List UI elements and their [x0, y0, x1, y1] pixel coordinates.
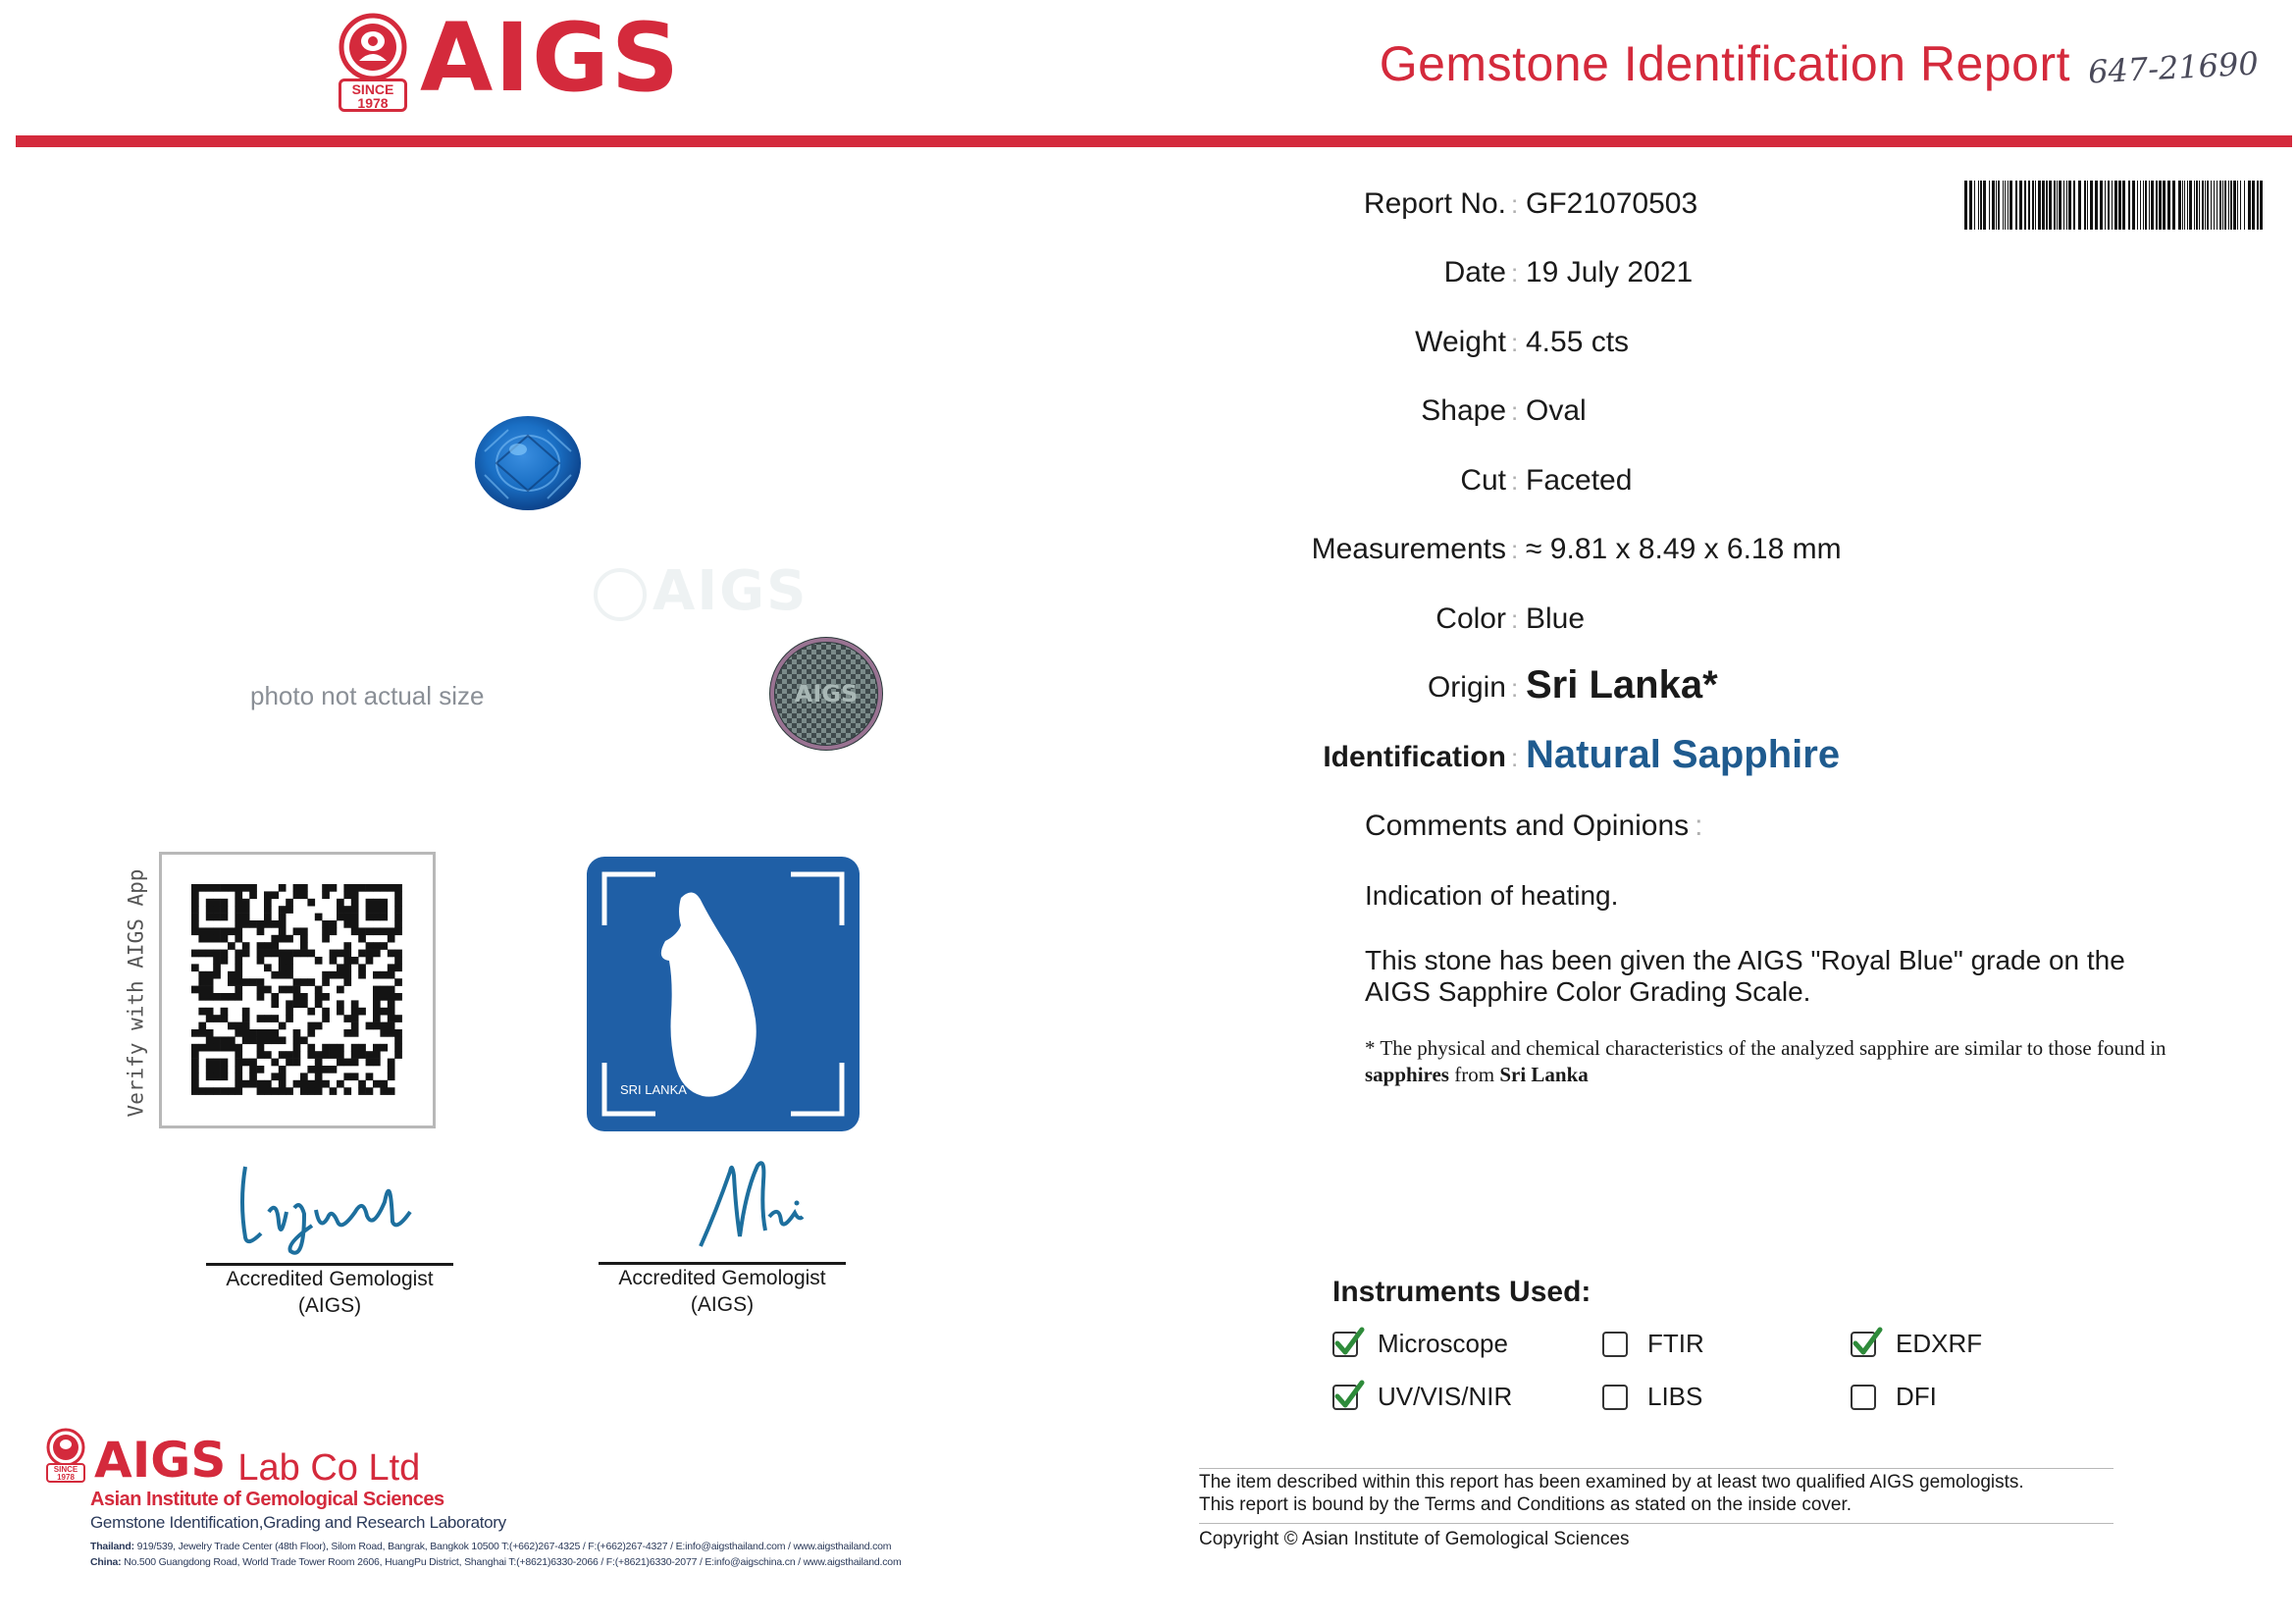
watermark-text: AIGS: [652, 559, 809, 623]
since-year: 1978: [357, 95, 389, 111]
checkbox-checked-icon: [1332, 1332, 1358, 1357]
handwritten-reference: 647-21690: [2087, 44, 2260, 91]
footnote-bold-origin: Sri Lanka: [1499, 1063, 1589, 1086]
header-divider: [16, 135, 2292, 147]
thailand-label: Thailand:: [90, 1541, 134, 1552]
map-label: SRI LANKA: [620, 1082, 687, 1097]
origin-value: Sri Lanka*: [1526, 663, 1718, 707]
checkbox-empty-icon: [1602, 1332, 1628, 1357]
report-no-value: GF21070503: [1526, 187, 1698, 220]
since-badge: [339, 79, 407, 112]
origin-colon: :: [1511, 673, 1519, 703]
row-identification: [1323, 733, 2237, 790]
thailand-address: 919/539, Jewelry Trade Center (48th Floor), Silom Road, Bangrak, Bangkok 10500 T:(+662)267-4325 / F:(+662)267-4327 / E:info@aigsthailand.com / www.aigsthailand.com: [136, 1541, 892, 1552]
shape-value: Oval: [1526, 394, 1587, 427]
date-value: 19 July 2021: [1526, 256, 1694, 288]
signature-1-icon: [218, 1153, 434, 1261]
lab-institute: Asian Institute of Gemological Sciences: [90, 1489, 444, 1510]
identification-label: Identification: [1323, 741, 1506, 773]
instrument-label: DFI: [1896, 1382, 1937, 1411]
lab-brand: AIGS: [94, 1432, 227, 1489]
identification-value: Natural Sapphire: [1526, 733, 1841, 776]
brand-wordmark: AIGS: [420, 3, 681, 113]
lab-emblem-icon: [43, 1428, 88, 1485]
signature-1-title: Accredited Gemologist: [226, 1268, 434, 1290]
shape-label: Shape: [1421, 394, 1506, 427]
aigs-logo: [334, 3, 681, 113]
origin-map: [587, 857, 860, 1131]
cut-value: Faceted: [1526, 464, 1633, 497]
thailand-address-row: [90, 1539, 946, 1554]
weight-value: 4.55 cts: [1526, 326, 1630, 358]
footer-top-rule: [1199, 1468, 2113, 1469]
aigs-emblem-icon: [334, 12, 412, 110]
shape-colon: :: [1511, 396, 1519, 426]
measurements-label: Measurements: [1311, 533, 1506, 565]
lab-since-year: 1978: [57, 1473, 75, 1482]
checkbox-checked-icon: [1851, 1332, 1876, 1357]
instrument-label: FTIR: [1647, 1329, 1704, 1358]
measurements-colon: :: [1511, 535, 1519, 564]
footnote-prefix: * The physical and chemical characteristics of the analyzed sapphire are similar to those found in: [1365, 1036, 2166, 1060]
signature-2-title: Accredited Gemologist: [618, 1267, 826, 1289]
instrument-libs: [1602, 1382, 1702, 1412]
date-colon: :: [1511, 258, 1519, 288]
sri-lanka-shape-icon: [661, 892, 757, 1096]
china-label: China:: [90, 1556, 122, 1568]
row-date: [1354, 256, 2237, 305]
report-title: Gemstone Identification Report: [1379, 36, 2070, 91]
instrument-dfi: [1851, 1382, 1937, 1412]
disclaimer-line-1: The item described within this report has been examined by at least two qualified AIGS gemologists.: [1199, 1472, 2024, 1492]
weight-colon: :: [1511, 328, 1519, 357]
signature-2-caption: [599, 1265, 846, 1318]
lab-addresses: [90, 1539, 946, 1570]
origin-footnote: [1365, 1035, 2179, 1088]
watermark-ring-icon: [594, 568, 647, 621]
instrument-label: LIBS: [1647, 1382, 1703, 1411]
footnote-bold-sapphires: sapphires: [1365, 1063, 1449, 1086]
instrument-label: EDXRF: [1896, 1329, 1983, 1358]
instrument-microscope: [1332, 1329, 1508, 1359]
qr-code-icon: [162, 855, 433, 1126]
aigs-watermark: [594, 559, 808, 623]
disclaimer-line-2: This report is bound by the Terms and Conditions as stated on the inside cover.: [1199, 1494, 1852, 1515]
color-label: Color: [1435, 602, 1506, 635]
signature-2-org: (AIGS): [690, 1293, 755, 1316]
row-weight: [1354, 326, 2237, 375]
comment-grade: This stone has been given the AIGS "Royal Blue" grade on the AIGS Sapphire Color Grading Scale.: [1365, 945, 2125, 1007]
signature-1-caption: [206, 1266, 453, 1319]
color-value: Blue: [1526, 602, 1586, 635]
report-no-colon: :: [1511, 189, 1519, 219]
copyright-notice: Copyright © Asian Institute of Gemological Sciences: [1199, 1529, 1630, 1549]
photo-note: photo not actual size: [250, 681, 485, 710]
instrument-ftir: [1602, 1329, 1704, 1359]
lab-name: Lab Co Ltd: [237, 1447, 421, 1489]
row-cut: [1354, 464, 2237, 513]
row-report-no: [1354, 187, 2237, 236]
comments-colon: :: [1695, 810, 1703, 842]
comments-heading: [1365, 810, 1703, 843]
color-colon: :: [1511, 604, 1519, 634]
footer-bottom-rule: [1199, 1523, 2113, 1524]
row-measurements: [1311, 533, 2237, 582]
instrument-label: Microscope: [1378, 1329, 1508, 1358]
signature-1-org: (AIGS): [297, 1294, 362, 1317]
lab-info: [43, 1428, 946, 1570]
cut-label: Cut: [1460, 464, 1506, 497]
weight-label: Weight: [1415, 326, 1506, 358]
instrument-uv-vis-nir: [1332, 1382, 1512, 1412]
checkbox-checked-icon: [1332, 1385, 1358, 1410]
verify-text: Verify with AIGS App: [124, 868, 148, 1118]
instruments-title: Instruments Used:: [1332, 1276, 1592, 1308]
row-color: [1354, 602, 2237, 652]
since-label: SINCE: [351, 81, 394, 97]
instrument-label: UV/VIS/NIR: [1378, 1382, 1513, 1411]
gemstone-photo: [471, 412, 589, 521]
hologram-seal: [767, 635, 885, 758]
china-address-row: [90, 1554, 946, 1570]
checkbox-empty-icon: [1602, 1385, 1628, 1410]
row-shape: [1354, 394, 2237, 444]
hologram-text: AIGS: [794, 680, 859, 707]
report-disclaimer: [1199, 1471, 2121, 1516]
report-no-label: Report No.: [1363, 187, 1506, 220]
checkbox-empty-icon: [1851, 1385, 1876, 1410]
lab-since-label: SINCE: [53, 1465, 78, 1474]
cut-colon: :: [1511, 466, 1519, 496]
date-label: Date: [1443, 256, 1506, 288]
china-address: No.500 Guangdong Road, World Trade Tower Room 2606, HuangPu District, Shanghai T:(+8621)6330-2066 / F:(+8621)6330-2077 / E:info@aigschina.cn / www.aigsthailand.com: [124, 1556, 902, 1568]
signature-2-icon: [687, 1152, 883, 1260]
instrument-edxrf: [1851, 1329, 1982, 1359]
verification-qr-code[interactable]: [159, 852, 436, 1128]
measurements-value: ≈ 9.81 x 8.49 x 6.18 mm: [1526, 533, 1842, 565]
footnote-mid: from: [1448, 1063, 1500, 1086]
origin-label: Origin: [1427, 671, 1506, 704]
lab-tagline: Gemstone Identification,Grading and Research Laboratory: [90, 1513, 506, 1532]
lab-since-badge: [46, 1463, 85, 1483]
row-origin: [1354, 663, 2237, 720]
comment-heating: Indication of heating.: [1365, 880, 1619, 911]
comments-heading-text: Comments and Opinions: [1365, 810, 1690, 842]
identification-colon: :: [1511, 743, 1519, 772]
